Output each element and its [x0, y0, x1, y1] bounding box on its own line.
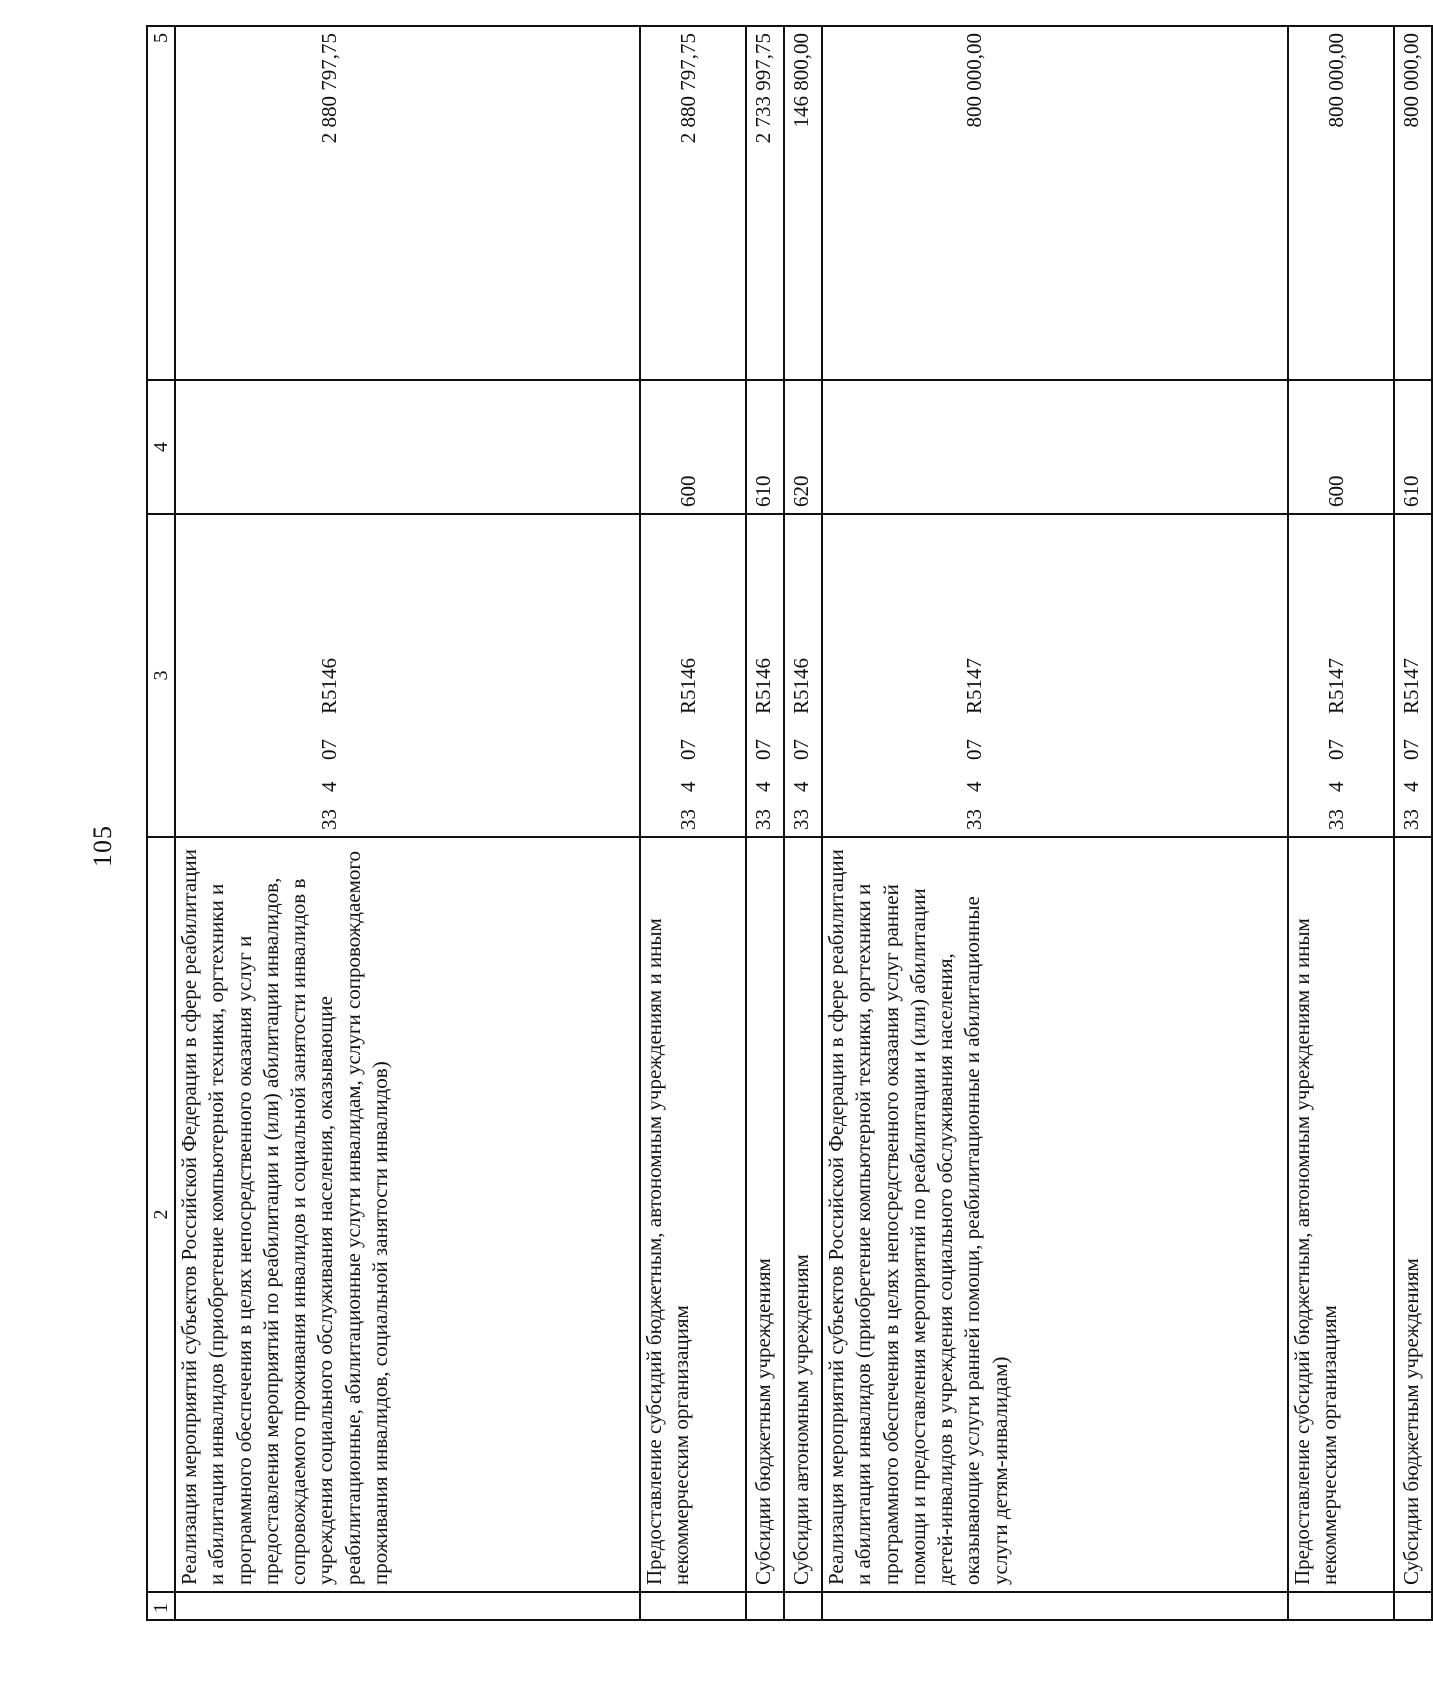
table-row	[1394, 26, 1432, 1620]
code-part: 4	[751, 781, 775, 792]
code-part: R5147	[1324, 657, 1348, 714]
row-number-cell	[640, 1592, 746, 1620]
code-part: 33	[317, 809, 341, 830]
description-cell: Реализация мероприятий субъектов Российской Федерации в сфере реабилитации и абилитации инвалидов (приобретение компьютерной техники, оргтехники и программного обеспечения в целях непосредственного оказания услуг ранней помощи и предоставления мероприятий по реабилитации и (или) абилитации детей-инвалидов в учреждения социального обслуживания населения, оказывающие услуги ранней помощи, реабилитационные и абилитационные услуги детям-инвалидам)	[822, 837, 1288, 1592]
code-part: 33	[1324, 809, 1348, 830]
amount-cell: 2 733 997,75	[746, 26, 784, 380]
description-cell: Предоставление субсидий бюджетным, автономным учреждениям и иным некоммерческим организациям	[1288, 837, 1394, 1592]
column-header: 4	[147, 380, 175, 514]
target-article-code-cell	[1394, 514, 1432, 837]
code-part: 07	[676, 739, 700, 760]
row-number-cell	[175, 1592, 640, 1620]
code-part: R5146	[317, 657, 341, 714]
table-row	[640, 26, 746, 1620]
target-article-code-cell	[640, 514, 746, 837]
amount-cell: 2 880 797,75	[640, 26, 746, 380]
description-cell: Субсидии бюджетным учреждениям	[746, 837, 784, 1592]
target-article-code-cell	[175, 514, 640, 837]
amount-cell: 800 000,00	[1288, 26, 1394, 380]
row-number-cell	[822, 1592, 1288, 1620]
code-part: 07	[962, 739, 986, 760]
code-part: 33	[1399, 809, 1423, 830]
code-part: 07	[1399, 739, 1423, 760]
code-part: 4	[962, 781, 986, 792]
rotated-table-wrapper	[146, 27, 1423, 1621]
row-number-cell	[746, 1592, 784, 1620]
target-article-code-cell	[822, 514, 1288, 837]
expense-type-cell: 600	[1288, 380, 1394, 514]
code-part: 33	[676, 809, 700, 830]
code-part: 07	[789, 739, 813, 760]
table-row	[1288, 26, 1394, 1620]
budget-table	[146, 25, 1433, 1621]
expense-type-cell	[822, 380, 1288, 514]
code-part: 4	[1324, 781, 1348, 792]
description-cell: Субсидии автономным учреждениям	[784, 837, 822, 1592]
page-number: 105	[88, 825, 117, 867]
column-header: 3	[147, 514, 175, 837]
code-part: R5147	[1399, 657, 1423, 714]
table-row	[784, 26, 822, 1620]
code-part: R5147	[962, 657, 986, 714]
code-part: R5146	[676, 657, 700, 714]
code-part: 07	[751, 739, 775, 760]
target-article-code-cell	[784, 514, 822, 837]
target-article-code-cell	[1288, 514, 1394, 837]
code-part: R5146	[751, 657, 775, 714]
code-part: 4	[317, 781, 341, 792]
code-part: R5146	[789, 657, 813, 714]
table-header-row	[147, 26, 175, 1620]
expense-type-cell: 610	[746, 380, 784, 514]
row-number-cell	[1394, 1592, 1432, 1620]
table-row	[175, 26, 640, 1620]
code-part: 33	[751, 809, 775, 830]
row-number-cell	[1288, 1592, 1394, 1620]
column-header: 5	[147, 26, 175, 380]
amount-cell: 800 000,00	[822, 26, 1288, 380]
expense-type-cell	[175, 380, 640, 514]
description-cell: Субсидии бюджетным учреждениям	[1394, 837, 1432, 1592]
code-part: 07	[317, 739, 341, 760]
amount-cell: 2 880 797,75	[175, 26, 640, 380]
expense-type-cell: 610	[1394, 380, 1432, 514]
column-header: 2	[147, 837, 175, 1592]
column-header: 1	[147, 1592, 175, 1620]
table-row	[746, 26, 784, 1620]
target-article-code-cell	[746, 514, 784, 837]
description-cell: Предоставление субсидий бюджетным, автономным учреждениям и иным некоммерческим организациям	[640, 837, 746, 1592]
code-part: 4	[789, 781, 813, 792]
row-number-cell	[784, 1592, 822, 1620]
table-row	[822, 26, 1288, 1620]
code-part: 07	[1324, 739, 1348, 760]
code-part: 33	[962, 809, 986, 830]
code-part: 33	[789, 809, 813, 830]
expense-type-cell: 600	[640, 380, 746, 514]
amount-cell: 146 800,00	[784, 26, 822, 380]
code-part: 4	[676, 781, 700, 792]
description-cell: Реализация мероприятий субъектов Российской Федерации в сфере реабилитации и абилитации инвалидов (приобретение компьютерной техники, оргтехники и программного обеспечения в целях непосредственного оказания услуг и предоставления мероприятий по реабилитации и (или) абилитации инвалидов, сопровождаемого проживания инвалидов и социальной занятости инвалидов в учреждения социального обслуживания населения, оказывающие реабилитационные, абилитационные услуги инвалидам, услуги сопровождаемого проживания инвалидов, социальной занятости инвалидов)	[175, 837, 640, 1592]
amount-cell: 800 000,00	[1394, 26, 1432, 380]
code-part: 4	[1399, 781, 1423, 792]
expense-type-cell: 620	[784, 380, 822, 514]
